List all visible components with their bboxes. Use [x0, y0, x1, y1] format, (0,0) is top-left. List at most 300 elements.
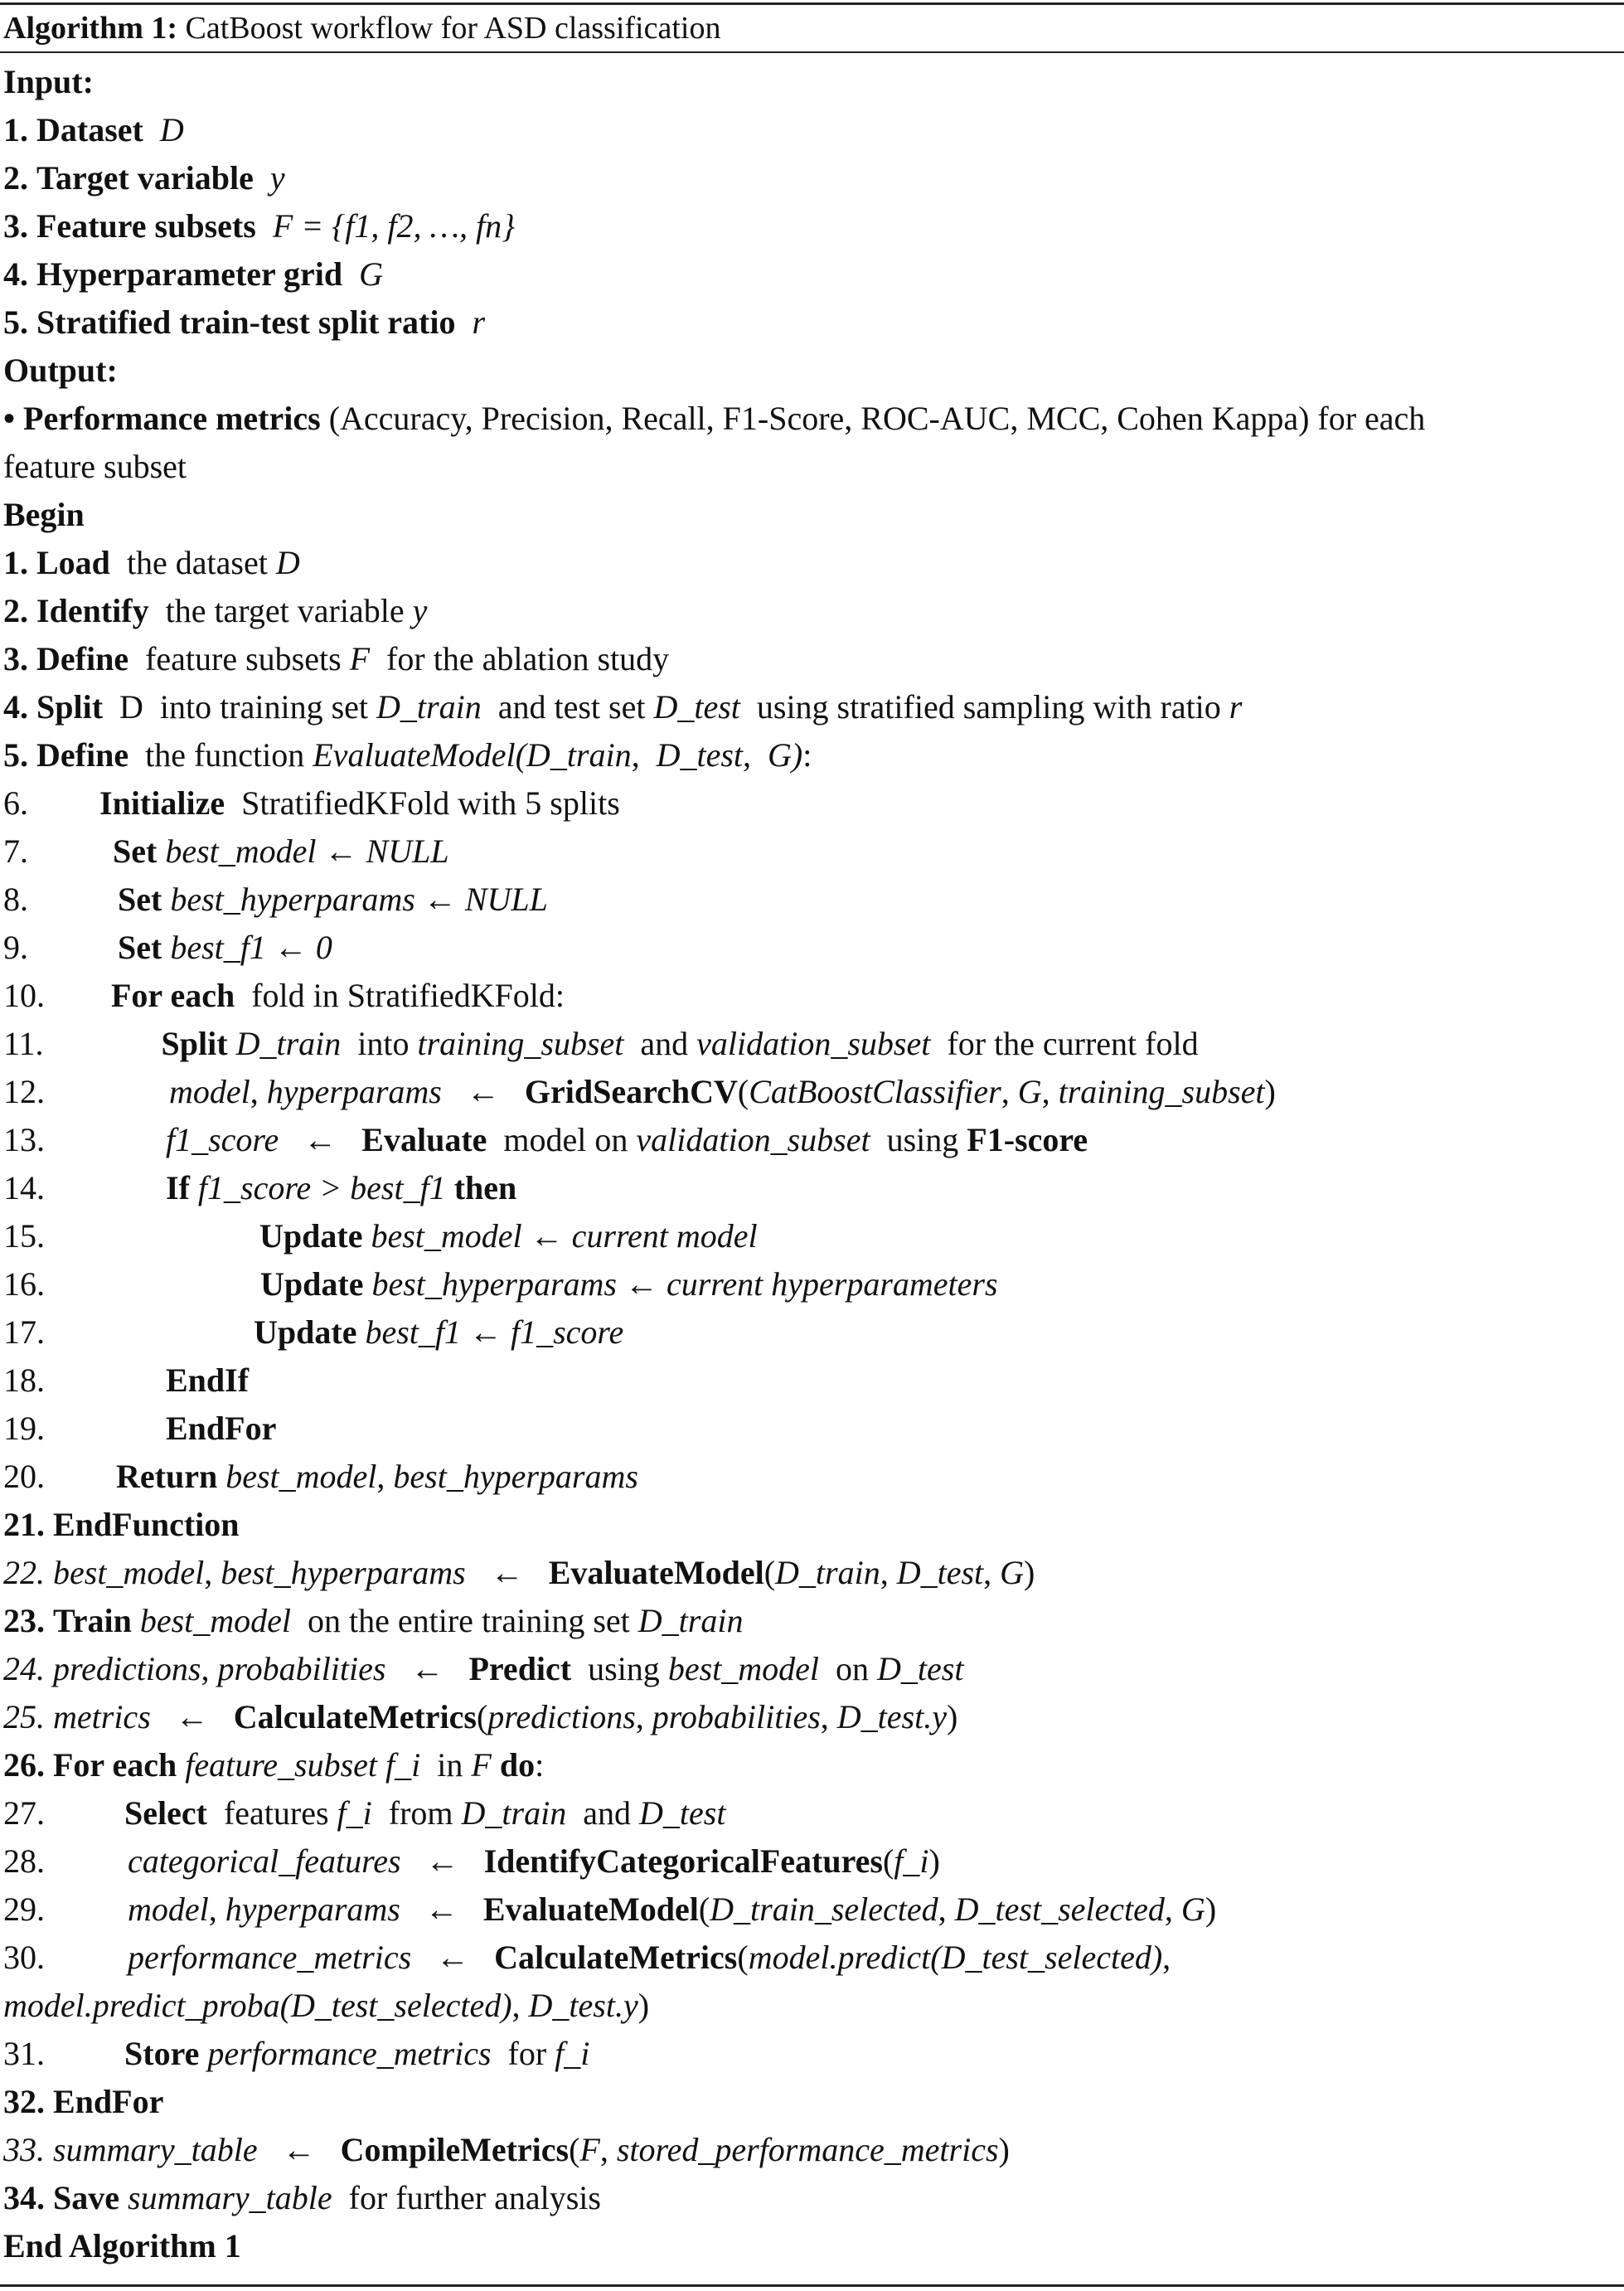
step-text: 4.	[3, 688, 28, 726]
step-3	[3, 635, 669, 683]
keyword: Define	[36, 736, 129, 774]
step-2	[3, 587, 427, 635]
spacer	[143, 111, 160, 148]
step-19	[3, 1405, 276, 1453]
step-text: ,	[1001, 1073, 1018, 1110]
step-text: best_model	[53, 1554, 205, 1591]
keyword: For each	[53, 1746, 177, 1784]
step-text: features	[206, 1794, 337, 1832]
spacer	[256, 207, 273, 245]
input-item	[3, 299, 485, 347]
step-text: predictions	[487, 1698, 636, 1735]
end-algorithm	[3, 2222, 241, 2270]
step-text: stored_performance_metrics	[616, 2131, 999, 2168]
keyword: EndFunction	[53, 1506, 240, 1543]
spacer	[455, 303, 472, 341]
input-item	[3, 202, 515, 250]
step-text: 34.	[3, 2179, 45, 2216]
output-text-cont: feature subset	[3, 448, 187, 485]
step-text: G	[1180, 1891, 1205, 1928]
step-text: G)	[768, 736, 803, 774]
step-text: for the ablation study	[370, 640, 670, 677]
end-text: End Algorithm 1	[3, 2227, 241, 2264]
keyword: Update	[254, 1313, 357, 1351]
step-text: ,	[635, 1698, 652, 1735]
step-text: (	[737, 1073, 749, 1110]
step-11	[3, 1020, 1199, 1068]
step-text: )	[637, 1987, 650, 2024]
step-text: 10.	[3, 977, 45, 1014]
spacer	[28, 207, 36, 245]
step-text: 13.	[3, 1121, 45, 1158]
step-text: D into training set	[103, 688, 377, 726]
step-text: hyperparams	[225, 1891, 400, 1928]
step-text: for	[491, 2035, 555, 2072]
step-33	[3, 2126, 1010, 2174]
keyword: CalculateMetrics	[233, 1698, 477, 1735]
step-26	[3, 1741, 544, 1789]
top-rule	[0, 2, 1624, 5]
step-text: for the current fold	[930, 1025, 1199, 1062]
step-text: f_i	[555, 2035, 590, 2072]
step-text: best_model ← NULL	[157, 832, 449, 870]
spacer	[45, 2083, 53, 2120]
keyword: Identify	[36, 592, 149, 629]
step-22	[3, 1549, 1035, 1597]
step-text: D_test	[639, 1794, 726, 1832]
step-34	[3, 2174, 601, 2222]
step-text: best_hyperparams	[221, 1554, 466, 1591]
step-text: 21.	[3, 1506, 45, 1543]
step-text: best_hyperparams ← current hyperparameters	[363, 1265, 998, 1303]
step-text: f1_score > best_f1	[189, 1169, 446, 1206]
keyword: Train	[53, 1602, 132, 1639]
step-text: categorical_features	[128, 1842, 401, 1880]
step-text: model on	[487, 1121, 637, 1158]
step-text: ←	[279, 1121, 362, 1158]
step-20	[3, 1453, 638, 1501]
step-text: and	[623, 1025, 697, 1062]
begin-keyword	[3, 491, 85, 539]
step-text: hyperparams	[266, 1073, 442, 1110]
step-text: D_test.y	[836, 1698, 947, 1735]
step-text: (	[737, 1939, 749, 1976]
step-text: ←	[400, 1891, 483, 1928]
step-text: model.predict_proba(D_test_selected)	[3, 1987, 512, 2024]
step-text: fold in StratifiedKFold:	[235, 977, 565, 1014]
step-text: (	[882, 1842, 894, 1880]
step-29	[3, 1886, 1216, 1934]
step-text: 23.	[3, 1602, 45, 1639]
algorithm-title-text: CatBoost workflow for ASD classification	[177, 11, 721, 46]
spacer	[28, 111, 36, 148]
spacer	[28, 592, 36, 629]
step-text: D_train	[637, 1602, 744, 1639]
input-heading	[3, 58, 94, 106]
keyword: If	[166, 1169, 190, 1206]
algorithm-title	[3, 7, 720, 50]
output-heading-text: Output:	[3, 352, 118, 389]
step-text: r	[1229, 688, 1243, 726]
keyword: CalculateMetrics	[494, 1939, 738, 1976]
step-text: 14.	[3, 1169, 45, 1206]
step-text: )	[998, 2131, 1010, 2168]
title-rule	[0, 51, 1624, 53]
step-text: into	[341, 1025, 418, 1062]
step-text: best_model	[131, 1602, 292, 1639]
output-heading	[3, 347, 118, 395]
keyword: For each	[111, 977, 235, 1014]
keyword: CompileMetrics	[340, 2131, 570, 2168]
input-symbol: y	[269, 159, 285, 197]
step-text: 25.	[3, 1698, 45, 1735]
keyword: EndFor	[53, 2083, 164, 2120]
step-text: ←	[465, 1554, 549, 1591]
step-text: D_train_selected	[710, 1891, 938, 1928]
input-item	[3, 250, 383, 299]
spacer	[45, 1506, 53, 1543]
step-7	[3, 828, 449, 876]
step-text: 28.	[3, 1842, 45, 1880]
step-text: )	[946, 1698, 958, 1735]
keyword: EvaluateModel	[548, 1554, 764, 1591]
step-text: best_hyperparams	[393, 1458, 638, 1495]
spacer	[28, 688, 36, 726]
step-text: ←	[441, 1073, 525, 1110]
algorithm-title-label: Algorithm 1:	[3, 11, 178, 46]
step-24	[3, 1645, 963, 1693]
step-30-cont	[3, 1982, 649, 2030]
keyword: Store	[124, 2035, 200, 2072]
bullet-icon: •	[3, 400, 16, 437]
input-item	[3, 154, 285, 202]
step-text: )	[1205, 1891, 1217, 1928]
step-text: 15.	[3, 1217, 45, 1255]
step-text: 22.	[3, 1554, 45, 1591]
step-text: best_hyperparams ← NULL	[162, 881, 548, 918]
step-text: model	[169, 1073, 250, 1110]
step-text: )	[928, 1842, 940, 1880]
step-text: and test set	[481, 688, 654, 726]
step-text: F	[349, 640, 371, 677]
step-text: validation_subset	[636, 1121, 870, 1158]
step-text: ←	[150, 1698, 234, 1735]
input-symbol: r	[472, 303, 486, 341]
input-num: 5.	[3, 303, 28, 341]
spacer	[342, 255, 359, 293]
step-text: 18.	[3, 1361, 45, 1399]
step-text: ,	[376, 1458, 394, 1495]
step-text: D_test_selected	[954, 1891, 1165, 1928]
step-text: best_model	[667, 1650, 819, 1687]
step-text: metrics	[53, 1698, 151, 1735]
output-text: (Accuracy, Precision, Recall, F1-Score, ROC-AUC, MCC, Cohen Kappa) for each	[320, 400, 1426, 437]
step-text: 9.	[3, 929, 28, 966]
step-1	[3, 539, 300, 587]
step-text: in	[420, 1746, 472, 1784]
step-28	[3, 1837, 940, 1886]
step-text: ,	[208, 1891, 225, 1928]
keyword: Split	[36, 688, 104, 726]
step-text: 11.	[3, 1025, 44, 1062]
step-text: ,	[1041, 1073, 1059, 1110]
step-text: performance_metrics	[199, 2035, 492, 2072]
step-text: StratifiedKFold with 5 splits	[225, 784, 620, 822]
step-text: :	[802, 736, 812, 774]
spacer	[28, 303, 36, 341]
step-text: probabilities	[652, 1698, 821, 1735]
step-text: ,	[599, 2131, 617, 2168]
spacer	[28, 159, 36, 197]
step-text: ,	[1162, 1939, 1171, 1976]
input-heading-text: Input:	[3, 63, 94, 100]
keyword: Evaluate	[361, 1121, 487, 1158]
step-text: model.predict(D_test_selected)	[748, 1939, 1163, 1976]
input-symbol: D	[159, 111, 184, 148]
step-text: ,	[938, 1891, 955, 1928]
step-text: 8.	[3, 881, 28, 918]
keyword: EndFor	[166, 1410, 277, 1447]
step-text: D_train	[775, 1554, 880, 1591]
step-13	[3, 1116, 1088, 1164]
step-text: 20.	[3, 1458, 45, 1495]
input-num: 4.	[3, 255, 28, 293]
step-text: summary_table	[53, 2131, 258, 2168]
step-17	[3, 1308, 623, 1357]
step-text: and	[566, 1794, 639, 1832]
step-text: ,	[201, 1650, 218, 1687]
spacer	[28, 544, 36, 581]
step-text: 5.	[3, 736, 28, 774]
step-text: the target variable	[148, 592, 413, 629]
step-text: for further analysis	[332, 2179, 601, 2216]
step-text: f_i	[337, 1794, 372, 1832]
keyword: F1-score	[967, 1121, 1088, 1158]
step-text: D_test.y	[528, 1987, 638, 2024]
step-text: the function	[128, 736, 313, 774]
step-text: model	[128, 1891, 209, 1928]
keyword: Split	[161, 1025, 228, 1062]
step-text: ,	[631, 736, 657, 774]
keyword: Initialize	[99, 784, 225, 822]
input-label: Dataset	[36, 111, 143, 148]
spacer	[254, 159, 270, 197]
step-text: 12.	[3, 1073, 45, 1110]
step-text: D	[275, 544, 300, 581]
step-18	[3, 1357, 249, 1405]
spacer	[28, 640, 36, 677]
spacer	[45, 1554, 53, 1591]
output-item-cont	[3, 443, 187, 491]
spacer	[45, 1602, 53, 1639]
step-text: ←	[385, 1650, 469, 1687]
keyword: then	[445, 1169, 517, 1206]
step-text: on the entire training set	[291, 1602, 638, 1639]
step-23	[3, 1597, 743, 1645]
step-12	[3, 1068, 1276, 1116]
keyword: Update	[260, 1265, 364, 1303]
step-8	[3, 876, 548, 924]
keyword: IdentifyCategoricalFeatures	[483, 1842, 883, 1880]
step-text: 26.	[3, 1746, 45, 1784]
step-text: 24.	[3, 1650, 45, 1687]
step-text: EvaluateModel(D_train	[313, 736, 632, 774]
step-text: 30.	[3, 1939, 45, 1976]
step-text: from	[371, 1794, 462, 1832]
begin-text: Begin	[3, 496, 85, 533]
step-text: D_train	[376, 688, 482, 726]
step-text: 7.	[3, 832, 28, 870]
input-label: Target variable	[36, 159, 254, 197]
step-text: 19.	[3, 1410, 45, 1447]
step-9	[3, 924, 332, 972]
step-text: using	[870, 1121, 967, 1158]
step-text: D_test	[877, 1650, 964, 1687]
step-text: D_train	[461, 1794, 567, 1832]
step-text: (	[569, 2131, 580, 2168]
step-text: 1.	[3, 544, 28, 581]
keyword: Define	[36, 640, 129, 677]
step-text: the dataset	[109, 544, 276, 581]
input-item	[3, 106, 184, 154]
spacer	[28, 736, 36, 774]
spacer	[45, 1650, 53, 1687]
step-text: )	[1024, 1554, 1035, 1591]
step-text: ,	[820, 1698, 837, 1735]
keyword: Update	[259, 1217, 363, 1255]
step-text: )	[1264, 1073, 1276, 1110]
step-text: (	[764, 1554, 776, 1591]
spacer	[45, 2179, 53, 2216]
spacer	[28, 255, 36, 293]
keyword: Predict	[468, 1650, 572, 1687]
step-32	[3, 2078, 163, 2126]
step-text: on	[819, 1650, 877, 1687]
step-text: ,	[983, 1554, 1001, 1591]
step-27	[3, 1789, 725, 1837]
input-num: 1.	[3, 111, 28, 148]
step-15	[3, 1212, 758, 1260]
step-14	[3, 1164, 516, 1212]
keyword: Set	[118, 929, 162, 966]
step-text: D_test	[653, 688, 740, 726]
step-text: 31.	[3, 2035, 45, 2072]
step-text: f_i	[894, 1842, 929, 1880]
step-16	[3, 1260, 998, 1308]
step-text: performance_metrics	[128, 1939, 412, 1976]
step-text: feature subsets	[128, 640, 350, 677]
input-label: Stratified train-test split ratio	[36, 303, 456, 341]
spacer	[45, 1746, 53, 1784]
step-text: best_f1 ← f1_score	[356, 1313, 624, 1351]
keyword: Set	[113, 832, 158, 870]
step-text: ,	[1164, 1891, 1181, 1928]
input-num: 3.	[3, 207, 28, 245]
step-text: 27.	[3, 1794, 45, 1832]
spacer	[45, 2131, 53, 2168]
step-text: using stratified sampling with ratio	[739, 688, 1229, 726]
step-text: G	[1017, 1073, 1042, 1110]
step-31	[3, 2030, 589, 2078]
step-text: ,	[250, 1073, 267, 1110]
keyword: Save	[53, 2179, 119, 2216]
step-text: f1_score	[166, 1121, 279, 1158]
step-text: best_f1 ← 0	[162, 929, 332, 966]
keyword: EndIf	[166, 1361, 250, 1399]
keyword: EvaluateModel	[482, 1891, 699, 1928]
step-text: (	[698, 1891, 710, 1928]
input-label: Hyperparameter grid	[36, 255, 343, 293]
step-text: 2.	[3, 592, 28, 629]
step-text: D_train	[227, 1025, 342, 1062]
step-text: ,	[511, 1987, 529, 2024]
step-text: F	[471, 1746, 492, 1784]
step-text: best_model ← current model	[362, 1217, 758, 1255]
step-text: 16.	[3, 1265, 45, 1303]
step-text: D_test	[896, 1554, 984, 1591]
step-10	[3, 972, 565, 1020]
keyword: Return	[116, 1458, 218, 1495]
step-25	[3, 1693, 957, 1741]
step-text: ←	[400, 1842, 484, 1880]
step-text: probabilities	[217, 1650, 386, 1687]
input-symbol: G	[359, 255, 384, 293]
input-symbol: F = {f1, f2, …, fn}	[272, 207, 516, 245]
step-text: using	[571, 1650, 668, 1687]
keyword: Set	[118, 881, 162, 918]
step-text: 17.	[3, 1313, 45, 1351]
step-text: validation_subset	[696, 1025, 931, 1062]
step-6	[3, 779, 620, 828]
step-text: ,	[880, 1554, 897, 1591]
step-text: best_model	[217, 1458, 377, 1495]
step-text: training_subset	[417, 1025, 624, 1062]
step-text: predictions	[53, 1650, 201, 1687]
step-text: 3.	[3, 640, 28, 677]
step-text: (	[476, 1698, 488, 1735]
output-label: Performance metrics	[23, 400, 321, 437]
step-text: y	[412, 592, 428, 629]
input-label: Feature subsets	[36, 207, 256, 245]
step-text: training_subset	[1058, 1073, 1265, 1110]
step-30	[3, 1934, 1171, 1982]
step-21	[3, 1501, 240, 1549]
spacer	[45, 1698, 53, 1735]
step-5	[3, 731, 812, 779]
step-text: summary_table	[119, 2179, 332, 2216]
step-text: 33.	[3, 2131, 45, 2168]
keyword: GridSearchCV	[524, 1073, 738, 1110]
step-text: feature_subset f_i	[177, 1746, 421, 1784]
step-text: ,	[743, 736, 768, 774]
step-text: D_test	[656, 736, 744, 774]
keyword: Select	[124, 1794, 207, 1832]
step-text: 32.	[3, 2083, 45, 2120]
step-4	[3, 683, 1242, 731]
keyword: do	[491, 1746, 536, 1784]
spacer	[15, 400, 23, 437]
step-text: :	[535, 1746, 545, 1784]
step-text: ,	[204, 1554, 221, 1591]
bottom-rule	[0, 2284, 1624, 2287]
step-text: 29.	[3, 1891, 45, 1928]
step-text: ←	[411, 1939, 495, 1976]
step-text: F	[579, 2131, 600, 2168]
output-item	[3, 395, 1425, 443]
step-text: G	[1000, 1554, 1025, 1591]
step-text: CatBoostClassifier	[749, 1073, 1001, 1110]
keyword: Load	[36, 544, 110, 581]
